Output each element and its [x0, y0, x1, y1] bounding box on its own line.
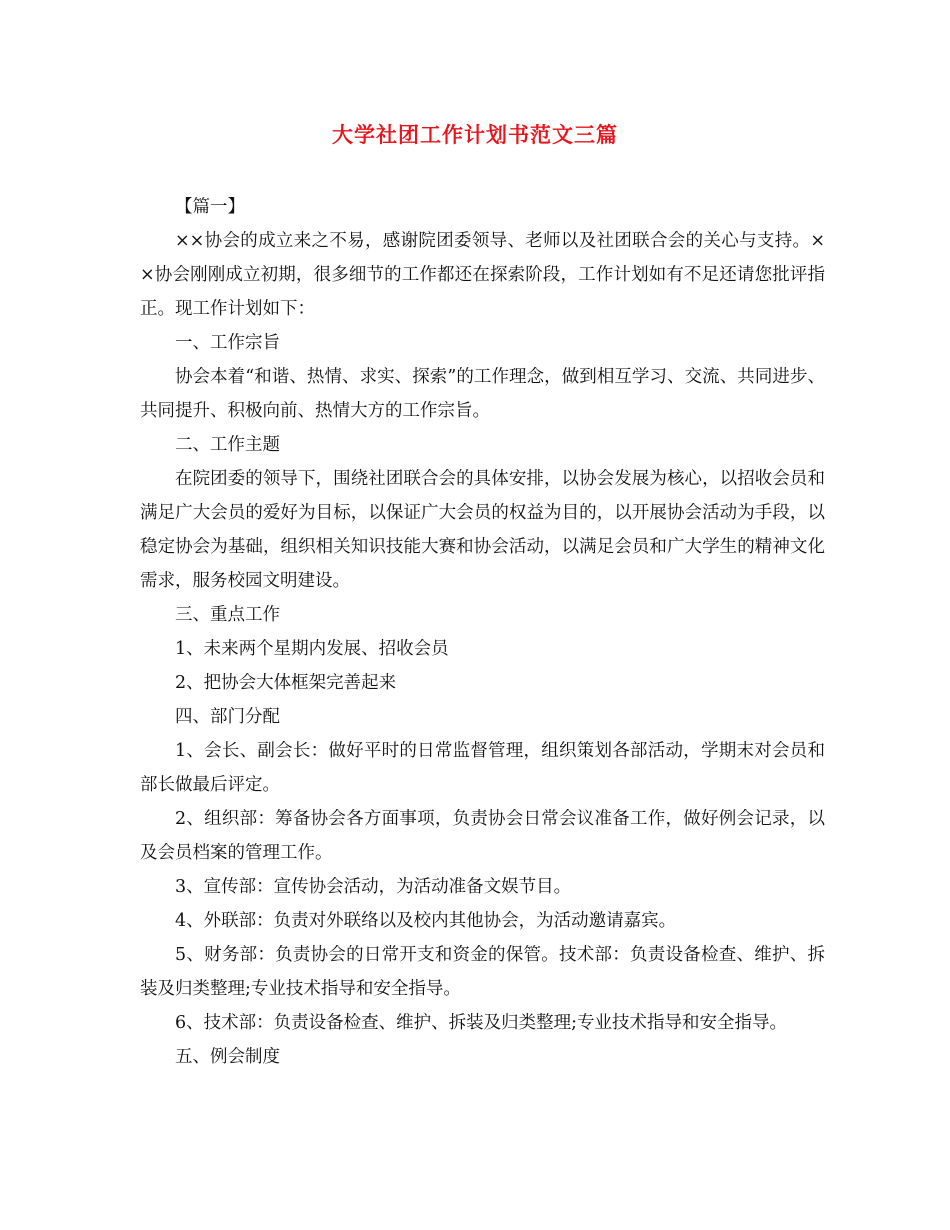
- list-item: 5、财务部：负责协会的日常开支和资金的保管。技术部：负责设备检查、维护、拆装及归类整理;专业技术指导和安全指导。: [140, 945, 825, 999]
- section-heading: 三、重点工作: [175, 605, 280, 625]
- list-item: 2、把协会大体框架完善起来: [175, 673, 397, 693]
- intro-paragraph: ××协会的成立来之不易，感谢院团委领导、老师以及社团联合会的关心与支持。××协会刚刚成立初期，很多细节的工作都还在探索阶段，工作计划如有不足还请您批评指正。现工作计划如下：: [140, 231, 825, 319]
- list-item: 3、宣传部：宣传协会活动，为活动准备文娱节目。: [175, 877, 572, 897]
- section-heading: 【篇一】: [175, 197, 245, 217]
- list-item: 6、技术部：负责设备检查、维护、拆装及归类整理;专业技术指导和安全指导。: [175, 1013, 788, 1033]
- list-item: 2、组织部：筹备协会各方面事项，负责协会日常会议准备工作，做好例会记录，以及会员档案的管理工作。: [140, 809, 825, 863]
- body-paragraph: 在院团委的领导下，围绕社团联合会的具体安排，以协会发展为核心，以招收会员和满足广大会员的爱好为目标，以保证广大会员的权益为目的，以开展协会活动为手段，以稳定协会为基础，组织相关知识技能大赛和协会活动，以满足会员和广大学生的精神文化需求，服务校园文明建设。: [140, 469, 825, 591]
- document-body: [140, 190, 825, 1074]
- list-item: 1、未来两个星期内发展、招收会员: [175, 639, 449, 659]
- section-heading: 二、工作主题: [175, 435, 280, 455]
- section-heading: 四、部门分配: [175, 707, 280, 727]
- section-heading: 一、工作宗旨: [175, 333, 280, 353]
- list-item: 4、外联部：负责对外联络以及校内其他协会，为活动邀请嘉宾。: [175, 911, 677, 931]
- body-paragraph: 协会本着“和谐、热情、求实、探索”的工作理念，做到相互学习、交流、共同进步、共同提升、积极向前、热情大方的工作宗旨。: [140, 367, 825, 421]
- document-title: 大学社团工作计划书范文三篇: [332, 122, 618, 147]
- list-item: 1、会长、副会长：做好平时的日常监督管理，组织策划各部活动，学期末对会员和部长做最后评定。: [140, 741, 825, 795]
- section-heading: 五、例会制度: [175, 1047, 280, 1067]
